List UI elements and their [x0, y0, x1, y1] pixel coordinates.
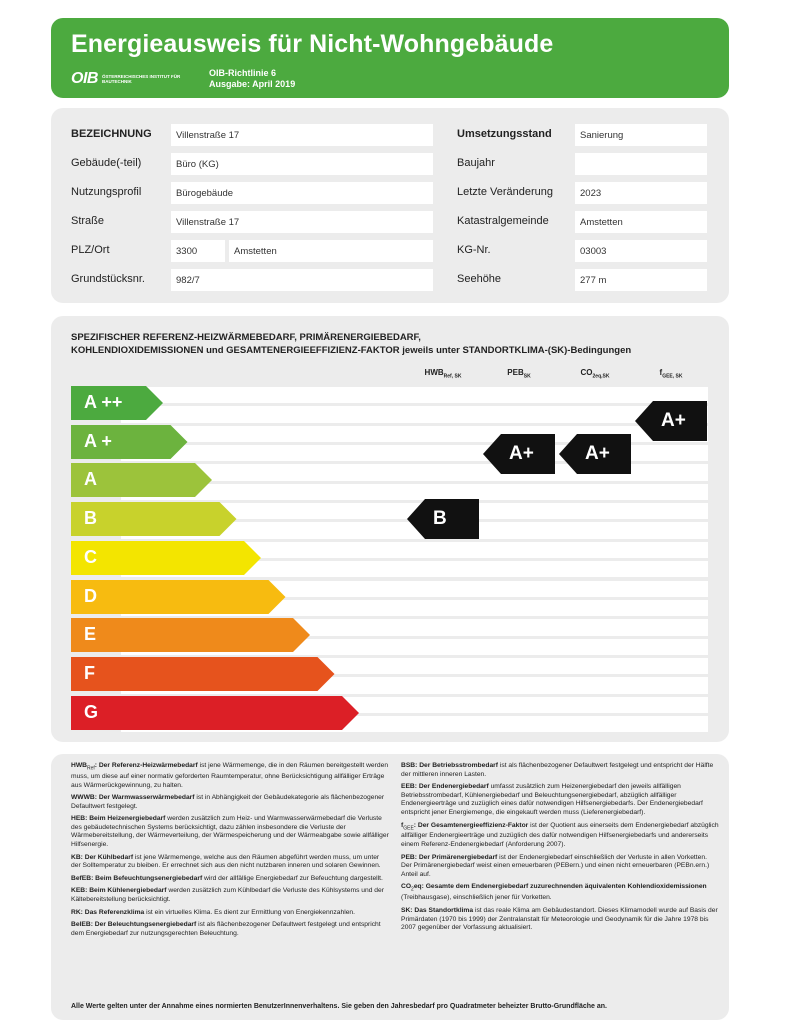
definition-bold: : Der Gesamtenergieeffizienz-Faktor — [413, 821, 529, 829]
definition-left — [71, 762, 389, 790]
info-value-right: Amstetten — [575, 211, 707, 233]
column-header-sub: 2eq,SK — [592, 373, 610, 380]
definitions-left-column — [71, 762, 389, 942]
definition-term: SK — [401, 906, 411, 914]
definition-term: KB — [71, 853, 81, 861]
definition-bold: : Beim Kühlenergiebedarf — [85, 887, 167, 895]
energy-class-label: E — [84, 624, 97, 645]
definition-text: (Treibhausgase), einschließlich jener für Vorketten. — [401, 894, 552, 902]
info-label-right: Seehöhe — [457, 273, 502, 285]
info-label-left: Nutzungsprofil — [71, 186, 142, 198]
info-value-left: Villenstraße 17 — [171, 124, 433, 146]
energy-class-bar — [71, 386, 163, 420]
definition-left — [71, 887, 389, 904]
definition-right — [401, 783, 719, 817]
definition-term: f — [401, 821, 404, 829]
rating-marker-label: A+ — [509, 442, 534, 464]
definitions-right-column — [401, 762, 719, 937]
definition-bold: : Der Primärenergiebedarf — [414, 853, 498, 861]
definition-left — [71, 921, 389, 938]
guideline-info — [209, 68, 295, 90]
definition-left — [71, 875, 389, 884]
grid-row — [121, 387, 708, 403]
definition-bold: : Der Betriebsstrombedarf — [415, 762, 498, 769]
definition-left — [71, 815, 389, 849]
info-label-right: KG-Nr. — [457, 244, 491, 256]
column-header — [559, 368, 631, 380]
definition-bold: : Der Warmwasserwärmebedarf — [94, 794, 195, 802]
definition-right — [401, 762, 719, 779]
info-value-left: 982/7 — [171, 269, 433, 291]
rating-marker — [559, 434, 631, 474]
definition-right — [401, 883, 719, 903]
building-info-panel — [51, 108, 729, 303]
info-value-left: 3300 — [171, 240, 225, 262]
info-label-right: Letzte Veränderung — [457, 186, 554, 198]
definition-left — [71, 909, 389, 918]
definition-right — [401, 822, 719, 850]
column-header-main: HWB — [424, 368, 444, 377]
definition-term: WWWB — [71, 794, 95, 802]
info-value-right: 2023 — [575, 182, 707, 204]
definition-bold: : Beim Befeuchtungsenergiebedarf — [91, 874, 203, 882]
rating-marker — [407, 499, 479, 539]
definition-bold: : Der Referenz-Heizwärmebedarf — [94, 762, 198, 769]
column-header-sub: Ref, SK — [443, 373, 462, 380]
info-value-left-2: Amstetten — [229, 240, 433, 262]
info-value-right: 277 m — [575, 269, 707, 291]
chart-heading — [71, 331, 631, 357]
definition-text: umfasst zusätzlich zum Heizenergiebedarf den jeweils allfälligen Betriebsstrombedarf, Kühlenergiebedarf und Beleuchtungsenergiebedarf, abzüglich allfälliger Endenergieerträge und zuzüglich eines dafür notwendigen Hilfsenergiebedarfs. Der Endenergiebedarf entspricht jener Energiemenge, die eingekauft werden muss (Lieferenergiebedarf). — [401, 783, 703, 816]
energy-class-label: C — [84, 546, 97, 567]
info-value-left: Bürogebäude — [171, 182, 433, 204]
definition-text: ist der Quotient aus einerseits dem Endenergiebedarf abzüglich allfälliger Endenergieerträge und zuzüglich des dafür notwendigen Hilfsenergiebedarfs und andererseits einem Referenz-Endenergiebedarf (Anforderung 2007). — [401, 821, 719, 849]
definition-text: wird der allfällige Energiebedarf zur Befeuchtung dargestellt. — [202, 874, 383, 882]
definitions-panel — [51, 754, 729, 1020]
definition-term: RK — [71, 908, 81, 916]
column-header-main: f — [659, 368, 663, 377]
chart-heading-line1: SPEZIFISCHER REFERENZ-HEIZWÄRMEBEDARF, PRIMÄRENERGIEBEDARF, — [71, 332, 421, 343]
energy-class-arrow — [71, 580, 286, 614]
header-banner — [51, 18, 729, 98]
definition-left — [71, 794, 389, 811]
definition-term: BefEB — [71, 874, 92, 882]
definition-term: HWB — [71, 762, 87, 769]
energy-class-arrow — [71, 696, 359, 730]
definition-term: PEB — [401, 853, 415, 861]
definition-term-sub: Ref — [86, 765, 95, 772]
rating-marker-label: A+ — [585, 442, 610, 464]
column-header-main: PEB — [507, 368, 524, 377]
definition-bold: : Beim Heizenergiebedarf — [85, 815, 166, 823]
info-label-left: PLZ/Ort — [71, 244, 110, 256]
column-header — [407, 368, 479, 380]
info-label-right: Katastralgemeinde — [457, 215, 549, 227]
energy-class-bar — [71, 425, 188, 459]
energy-class-bar — [71, 463, 212, 497]
rating-marker-label: B — [433, 508, 447, 530]
definition-text: werden zusätzlich zum Kühlbedarf die Verluste des Kühlsystems und der Kältebereitstellung berücksichtigt. — [71, 887, 384, 904]
definition-text: ist der Endenergiebedarf einschließlich der Verluste in allen Vorketten. Der Primärenergiebedarf weist einen erneuerbaren (PEBern.) und einen nicht erneuerbaren (PEBn.ern.) Anteil auf. — [401, 853, 710, 878]
energy-class-label: G — [84, 701, 99, 722]
column-header-sub: SK — [523, 373, 531, 380]
energy-class-label: B — [84, 508, 97, 529]
oib-logo — [71, 70, 182, 88]
rating-marker — [635, 401, 707, 441]
definition-text: ist ein virtuelles Klima. Es dient zur Ermittlung von Energiekennzahlen. — [144, 908, 355, 916]
info-label-left: Gebäude(-teil) — [71, 157, 142, 169]
definition-bold: : Der Beleuchtungsenergiebedarf — [90, 921, 197, 929]
footer-note: Alle Werte gelten unter der Annahme eines normierten BenutzerInnenverhaltens. Sie geben den Jahresbedarf pro Quadratmeter beheizter Brutto-Grundfläche an. — [71, 1003, 608, 1010]
energy-class-arrow — [71, 618, 310, 652]
rating-marker — [483, 434, 555, 474]
definition-term: KEB — [71, 887, 86, 895]
energy-class-arrow — [71, 657, 335, 691]
energy-class-bar — [71, 541, 261, 575]
definition-text: ist in Abhängigkeit der Gebäudekategorie als flächenbezogener Defaultwert festgelegt. — [71, 794, 385, 810]
definition-bold: : Das Standortklima — [410, 906, 474, 914]
definition-bold: : Der Endenergiebedarf — [414, 783, 489, 791]
energy-class-label: A — [84, 469, 97, 490]
info-label-left: Straße — [71, 215, 105, 227]
definition-text: ist jene Wärmemenge, die in den Räumen bereitgestellt werden muss, um diese auf einer normativ geforderten Raumtemperatur, ohne Berücksichtigung allfälliger Erträge aus Wärmerückgewinnung, zu halten. — [71, 762, 389, 789]
info-label-left: BEZEICHNUNG — [71, 128, 152, 140]
edition-label: Ausgabe: April 2019 — [209, 79, 296, 89]
page-title: Energieausweis für Nicht-Wohngebäude — [71, 30, 554, 58]
energy-class-label: A + — [84, 430, 112, 451]
column-header — [483, 368, 555, 380]
chart-heading-line2: KOHLENDIOXIDEMISSIONEN und GESAMTENERGIEEFFIZIENZ-FAKTOR jeweils unter STANDORTKLIMA-(SK)-Bedingungen — [71, 345, 632, 356]
energy-class-label: A ++ — [84, 392, 123, 412]
energy-class-bar — [71, 618, 310, 652]
definition-term: HEB — [71, 815, 86, 823]
definition-term: BSB — [401, 762, 416, 769]
energy-class-label: F — [84, 662, 95, 683]
definition-term-sub: 2 — [411, 886, 414, 893]
info-value-right — [575, 153, 707, 175]
definition-text: ist jene Wärmemenge, welche aus den Räumen abgeführt werden muss, um unter der Solltemperatur zu bleiben. Er errechnet sich aus den nicht nutzbaren inneren und solaren Gewinnen. — [71, 853, 381, 870]
definition-term: EEB — [401, 783, 415, 791]
definition-term-sub: GEE — [403, 824, 414, 831]
definition-right — [401, 854, 719, 880]
info-value-left: Villenstraße 17 — [171, 211, 433, 233]
column-header — [635, 368, 707, 380]
definition-bold: : Das Referenzklima — [80, 908, 145, 916]
guideline-label: OIB-Richtlinie 6 — [209, 68, 277, 78]
definition-text: ist als flächenbezogener Defaultwert festgelegt und entspricht dem Energiebedarf zur nutzungsgerechten Beleuchtung. — [71, 921, 381, 937]
definition-term: CO — [401, 883, 412, 891]
rating-marker-label: A+ — [661, 410, 686, 431]
definition-bold: eq: Gesamte dem Endenergiebedarf zuzurechnenden äquivalenten Kohlendioxidemissionen — [413, 883, 707, 891]
definition-left — [71, 854, 389, 871]
definition-text: ist als flächenbezogener Defaultwert festgelegt und entspricht der Hälfte der mittleren inneren Lasten. — [401, 762, 714, 778]
info-value-right: 03003 — [575, 240, 707, 262]
info-value-right: Sanierung — [575, 124, 707, 146]
definition-bold: : Der Kühlbedarf — [80, 853, 134, 861]
column-header-sub: GEE, SK — [662, 373, 683, 380]
energy-chart-panel — [51, 316, 729, 742]
info-label-left: Grundstücksnr. — [71, 273, 145, 285]
definition-term: BelEB — [71, 921, 91, 929]
energy-class-bar — [71, 580, 286, 614]
info-value-left: Büro (KG) — [171, 153, 433, 175]
grid-row — [121, 406, 708, 422]
energy-class-bar — [71, 657, 335, 691]
energy-class-bar — [71, 502, 237, 536]
column-header-main: CO — [580, 368, 593, 377]
info-label-right: Umsetzungsstand — [457, 128, 552, 140]
energy-class-label: D — [84, 585, 97, 606]
definition-text: ist das reale Klima am Gebäudestandort. Dieses Klimamodell wurde auf Basis der Primärdaten (1970 bis 1999) der Zentralanstalt für Meteorologie und Geodynamik für die Jahre 1978 bis 2007 gegenüber der Vorfassung aktualisiert. — [401, 906, 718, 932]
info-label-right: Baujahr — [457, 157, 495, 169]
definition-text: werden zusätzlich zum Heiz- und Warmwasserwärmebedarf die Verluste des gebäudetechnischen Systems berücksichtigt, dazu zählen insbesondere die Verluste der Wärmebereitstellung, der Wärmeverteilung, der Wärmespeicherung und der Wärmeabgabe sowie allfälliger Hilfsenergie. — [71, 815, 389, 849]
logo-text: ÖSTERREICHISCHES INSTITUT FÜR BAUTECHNIK — [101, 74, 181, 84]
logo-mark: OIB — [71, 70, 98, 87]
definition-right — [401, 907, 719, 933]
energy-class-bar — [71, 696, 359, 730]
energy-class-arrow — [71, 541, 261, 575]
